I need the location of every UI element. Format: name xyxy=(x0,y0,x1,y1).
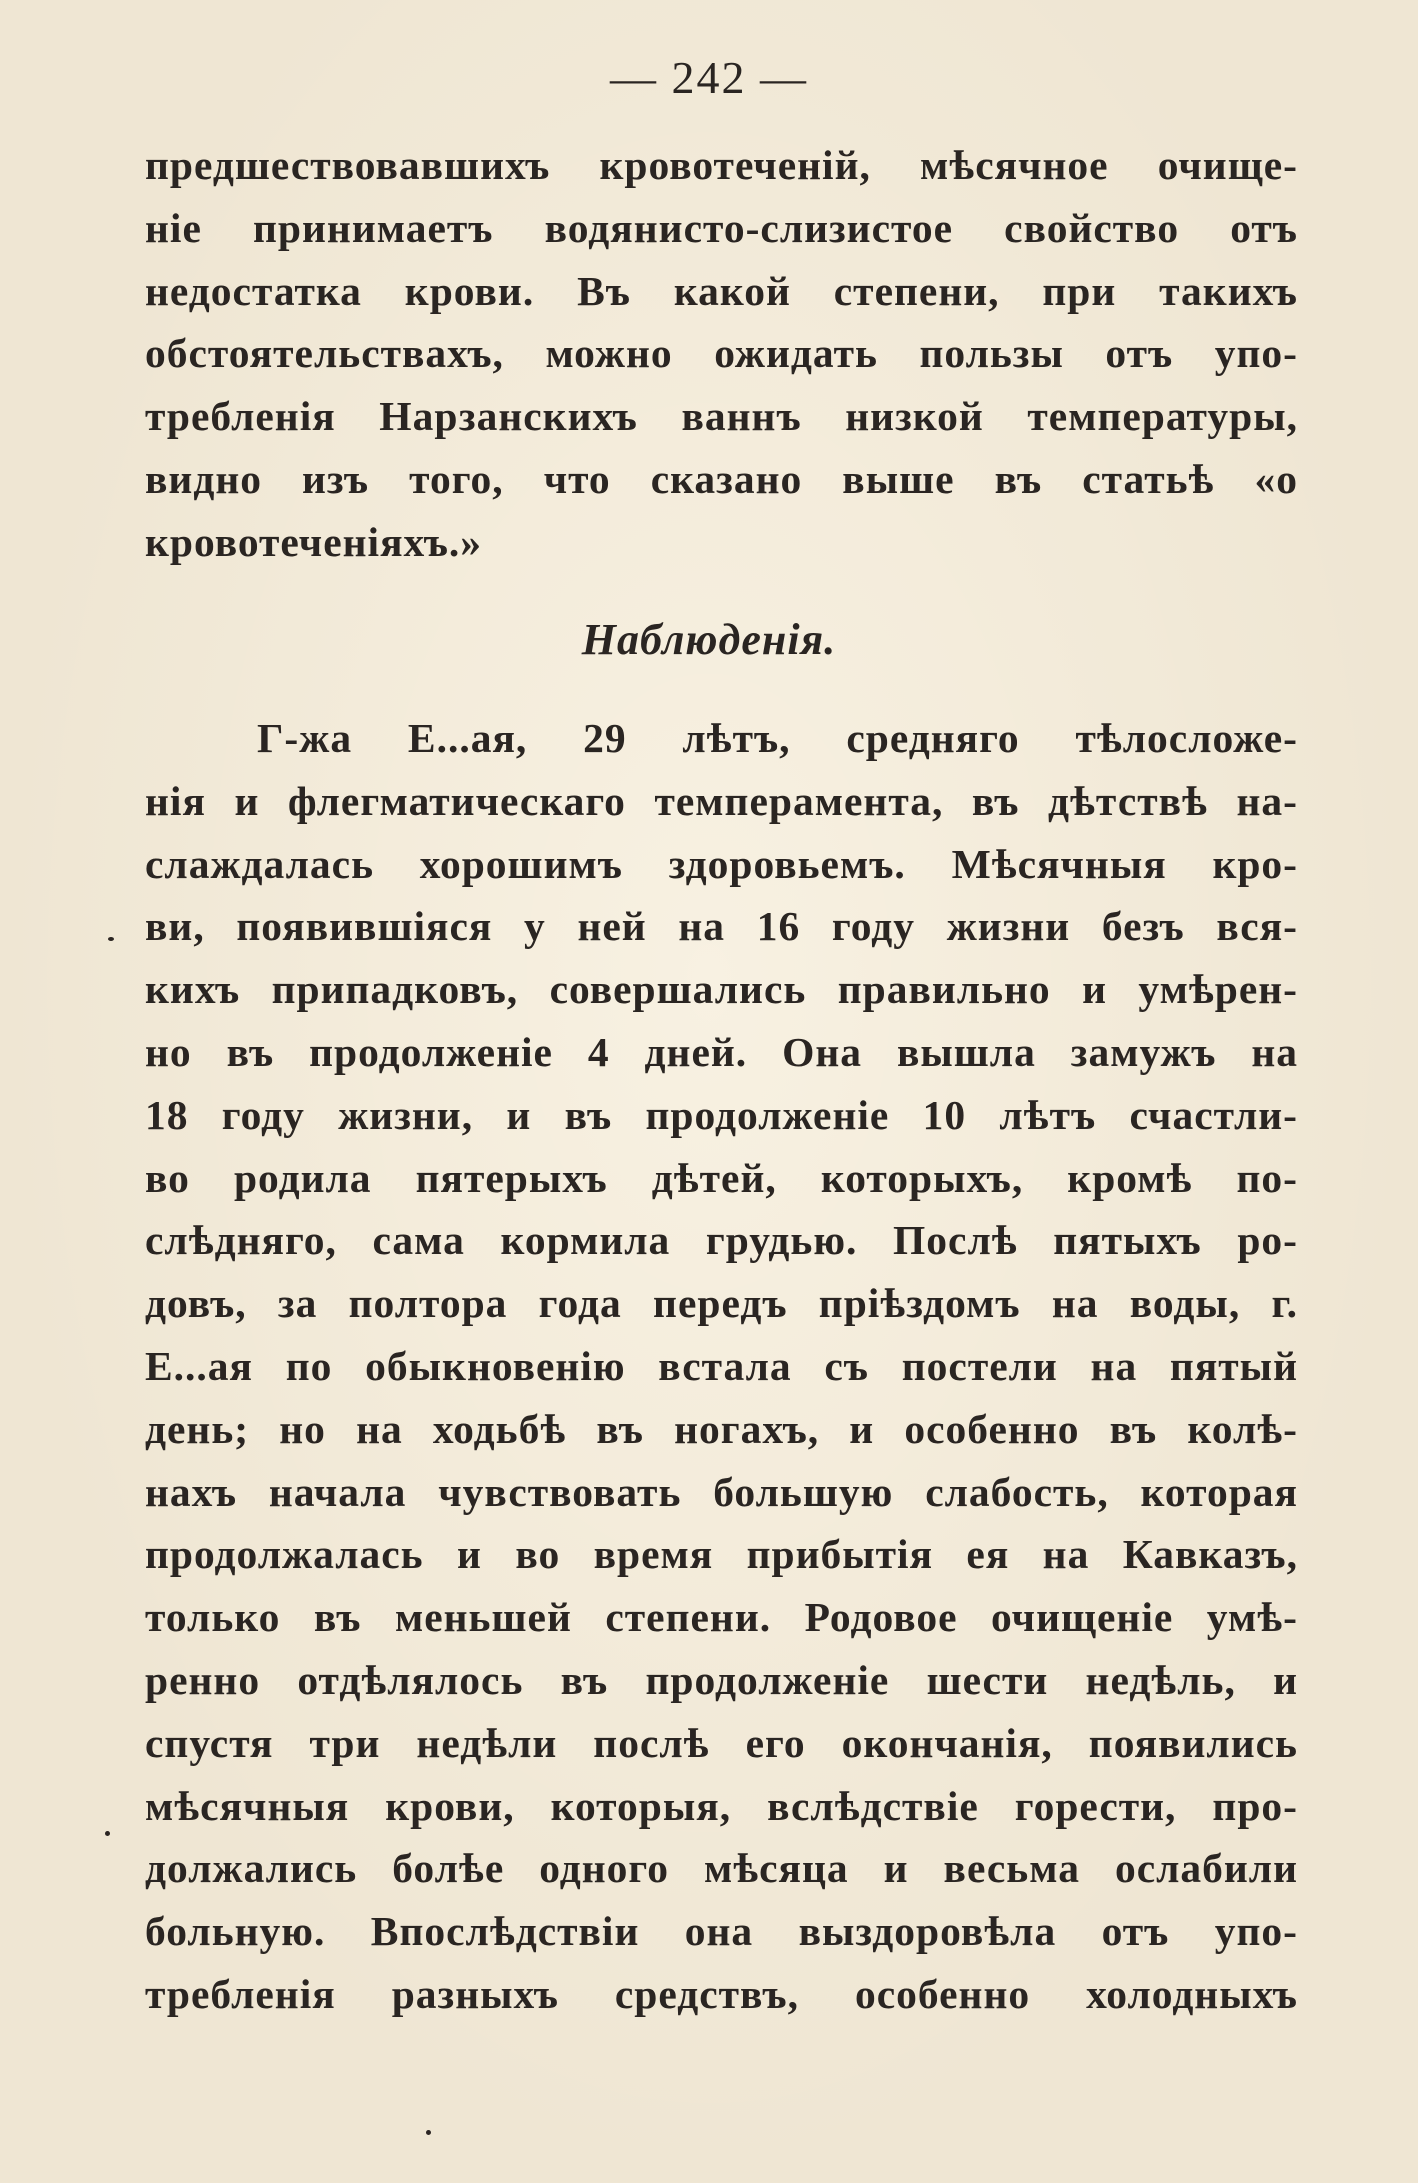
text-line: кихъ припадковъ, совершались правильно и умѣрен- xyxy=(145,966,1298,1013)
text-line: спустя три недѣли послѣ его окончанія, появились xyxy=(145,1719,1298,1766)
text-line: день; но на ходьбѣ въ ногахъ, и особенно въ колѣ- xyxy=(145,1405,1298,1452)
text-line: 18 году жизни, и въ продолженіе 10 лѣтъ счастли- xyxy=(145,1091,1298,1138)
text-line: больную. Впослѣдствіи она выздоровѣла отъ упо- xyxy=(145,1908,1298,1955)
speck xyxy=(108,937,114,941)
text-line: во родила пятерыхъ дѣтей, которыхъ, кромѣ по- xyxy=(145,1154,1298,1201)
text-line: мѣсячныя крови, которыя, вслѣдствіе горести, про- xyxy=(145,1782,1298,1829)
text-line: ренно отдѣлялось въ продолженіе шести недѣль, и xyxy=(145,1656,1298,1703)
text-line: требленія разныхъ средствъ, особенно холодныхъ xyxy=(145,1970,1298,2017)
text-line: только въ меньшей степени. Родовое очищеніе умѣ- xyxy=(145,1594,1298,1641)
section-heading: Наблюденія. xyxy=(581,615,837,664)
text-line: Г-жа Е...ая, 29 лѣтъ, средняго тѣлосложе- xyxy=(257,715,1298,761)
paragraph-1 xyxy=(145,134,1298,574)
text-line: нія и флегматическаго темперамента, въ дѣтствѣ на- xyxy=(145,777,1298,824)
paragraph-2 xyxy=(145,707,1298,2026)
speck xyxy=(105,1831,110,1836)
text-line: продолжалась и во время прибытія ея на Кавказъ, xyxy=(145,1531,1298,1578)
text-line: ви, появившіяся у ней на 16 году жизни безъ вся- xyxy=(145,903,1298,950)
text-line: ніе принимаетъ водянисто-слизистое свойство отъ xyxy=(145,204,1298,251)
text-line: требленія Нарзанскихъ ваннъ низкой температуры, xyxy=(145,393,1298,440)
text-line: кровотеченіяхъ.» xyxy=(145,518,483,565)
text-line: видно изъ того, что сказано выше въ статьѣ «о xyxy=(145,455,1298,502)
text-line: но въ продолженіе 4 дней. Она вышла замужъ на xyxy=(145,1028,1298,1075)
speck xyxy=(426,2130,431,2135)
text-line: должались болѣе одного мѣсяца и весьма ослабили xyxy=(145,1845,1298,1892)
page-number: — 242 — xyxy=(610,52,808,103)
text-line: Е...ая по обыкновенію встала съ постели на пятый xyxy=(145,1342,1298,1389)
text-line: слѣдняго, сама кормила грудью. Послѣ пятыхъ ро- xyxy=(145,1217,1298,1264)
text-line: довъ, за полтора года передъ пріѣздомъ на воды, г. xyxy=(145,1280,1298,1327)
text-line: недостатка крови. Въ какой степени, при такихъ xyxy=(145,267,1298,314)
text-line: предшествовавшихъ кровотеченій, мѣсячное очище- xyxy=(145,142,1298,188)
text-line: слаждалась хорошимъ здоровьемъ. Мѣсячныя кро- xyxy=(145,840,1298,887)
text-line: обстоятельствахъ, можно ожидать пользы отъ упо- xyxy=(145,330,1298,377)
text-line: нахъ начала чувствовать большую слабость, которая xyxy=(145,1468,1298,1515)
